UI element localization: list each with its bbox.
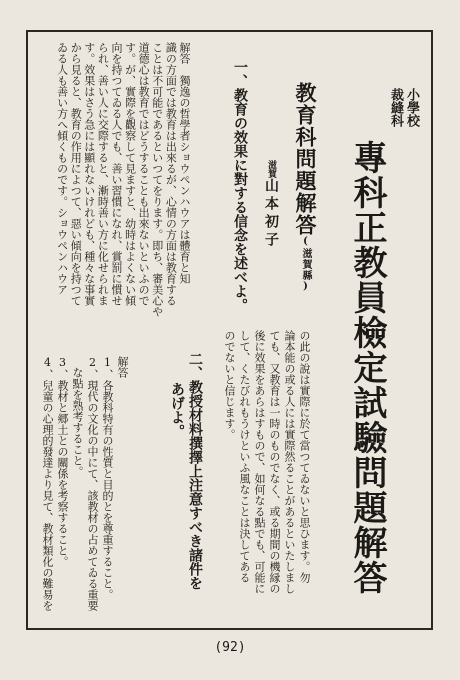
- continuation-line: して、くたびれもうけといふ風なことは決してある: [238, 330, 251, 583]
- answer-2-line: な點を熟考すること。: [71, 356, 84, 477]
- author-name: 山本初子: [263, 178, 279, 250]
- answer-1-line: 解答 獨逸の哲學者ショウペンハウアは體育と知: [177, 42, 191, 284]
- question-1: 一、教育の效果に對する信念を述べよ。: [232, 60, 248, 312]
- answer-1-continuation: [222, 330, 312, 620]
- answer-2-line: 3、教材と郷土との關係を考察すること。: [56, 356, 69, 567]
- answer-1-line: られ、善い人に交際すると、漸時善い方に化せられま: [96, 42, 110, 306]
- section-heading-prefecture: (滋賀縣): [300, 236, 311, 293]
- question-2-line1: 二、教授材料撰擇上注意すべき諸件を: [187, 352, 203, 590]
- answer-1-line: す。が、實際を觀察して見ますと、幼時はよくない傾: [123, 42, 137, 306]
- left-rule: [26, 30, 28, 630]
- continuation-line: 後に效果をあらはすもので、如何なる點でも、可能に: [253, 330, 266, 594]
- answer-2-line: 1、各教科特有の性質と目的とを尊重すること。: [101, 356, 114, 600]
- top-rule: [26, 30, 432, 32]
- author-line: [262, 160, 280, 250]
- answer-2-line: 解答: [116, 356, 129, 378]
- answer-1-line: 向を持つてゐる人でも、善い習慣になれ、賞罰に慣せ: [109, 42, 123, 306]
- bottom-rule: [26, 628, 432, 630]
- answer-1-text: [55, 42, 191, 317]
- section-heading-text: 教育科問題解答: [293, 82, 318, 236]
- author-prefecture: 滋賀: [266, 160, 276, 178]
- continuation-line: のでないと信じます。: [223, 330, 236, 440]
- answer-1-line: ことは不可能であるといつてをります。即ち、審美心や: [150, 42, 164, 317]
- answer-2-text: [40, 356, 130, 618]
- right-rule: [431, 30, 433, 630]
- page-number: (92): [214, 640, 246, 655]
- answer-2-line: 4、兒童の心理的發達より見て、教材類化の難易を: [41, 356, 54, 611]
- section-heading: [292, 82, 318, 293]
- answer-1-line: 識の方面では教育は出來るが、心情の方面は教育する: [164, 42, 178, 306]
- title-sub-line1: 小學校: [404, 88, 419, 127]
- question-2: [168, 352, 204, 590]
- continuation-line: の此の說は實際に於て當つてゐないと思ひます。勿: [298, 330, 311, 583]
- answer-1-line: す。效果はさう急には顯れないけれども、種々な事實: [82, 42, 96, 306]
- question-2-line2: あげよ。: [169, 382, 185, 438]
- answer-1-line: から見ると、教育の作用によつて、惡い傾向を持つて: [69, 42, 83, 306]
- title-sub-line2: 裁縫科: [388, 88, 403, 127]
- answer-2-line: 2、現代の文化の中にて、該教材の占めてゐる重要: [86, 356, 99, 611]
- continuation-line: ても、又教育は一時のものでなく、或る期間の機縁の: [268, 330, 281, 594]
- answer-1-line: ゐる人も善い方へ傾くものです。ショウペンハウア: [55, 42, 69, 295]
- continuation-line: 論本能の或る人には實際然ることがあるといたしまし: [283, 330, 296, 594]
- page-title: 專科正教員檢定試驗問題解答: [347, 140, 387, 595]
- answer-1-line: 道德心は教育ではどうすることも出來ないといふので: [137, 42, 151, 306]
